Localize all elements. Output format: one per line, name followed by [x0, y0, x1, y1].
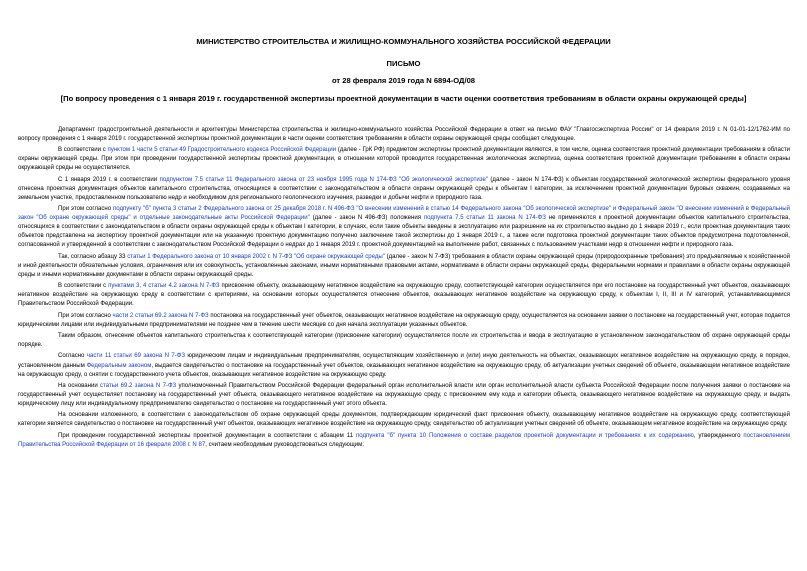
paragraph-text: не применяются к проектной документации объектов капитального строительства, относящихся в соответствии с законодательством в области охраны окружающей среды к объектам I категории, в случаях, если такие объекты введены в эксплуатацию или разрешение на их строительство выдано до 1 января 2019 г., если проектная документация таких объектов представлена на экспертизу проектной документации или на указанную проектную документацию получено заключение такой экспертизы до 1 января 2019 г., а также если подготовка проектной документации таких объектов предусмотрена подготовленной, согласованной и утвержденной в соответствии с законодательством Российской Федерации о недрах до 1 января 2019 г. проектной документацией на выполнение работ, связанных с пользованием участками недр в отношении нефти и природного газа.	[18, 215, 790, 249]
paragraph-text: уполномоченный Правительством Российской Федерации федеральный орган исполнительной власти или орган исполнительной власти субъекта Российской Федерации после получения заявки о постановке на государственный учет осуществляет постановку на государственный учет объекта, оказывающего негативное воздействие на окружающую среду, с присвоением ему кода и категории объекта, оказывающего негативное воздействие на окружающую среду, и выдать юридическому лицу или индивидуальному предпринимателю свидетельство о постановке на государственный учет этого объекта.	[18, 382, 790, 407]
body-paragraph	[18, 382, 790, 409]
paragraph-text: В соответствии с	[58, 283, 109, 290]
paragraph-text: , считаем необходимым руководствоваться следующим:	[205, 441, 365, 448]
document-body	[18, 126, 790, 452]
paragraph-text: Департамент градостроительной деятельности и архитектуры Министерства строительства и жилищно-коммунального хозяйства Российской Федерации в ответ на письмо ФАУ "Главгосэкспертиза России" от 14 февраля 2019 г. N 01-01-12/1762-ИМ по вопросу проведения с 1 января 2019 г. государственной экспертизы проектной документации в части оценки соответствия требованиям в области охраны окружающей среды сообщает следующее.	[18, 127, 790, 143]
paragraph-text: В соответствии с	[58, 147, 108, 154]
legal-reference-link[interactable]: подпункту "б" пункта 3 статьи 2 Федерального закона от 25 декабря 2018 г. N 496-ФЗ "О внесении изменений в статью 14 Федерального закона "Об экологической экспертизе" и Федеральный закон "О внесении изменений в Федеральный закон "Об охране окружающей среды" и отдельные законодательные акты Российской Федерации"	[18, 206, 790, 222]
paragraph-text: (далее - ГрК РФ) предметом экспертизы проектной документации являются, в том числе, оценка соответствия проектной документации требованиям в области охраны окружающей среды. При этом при проведении государственной экспертизы проектной документации, в отношении которой проводится государственная экологическая экспертиза, оценка соответствия проектной документации требованиям в области охраны окружающей среды не осуществляется.	[18, 147, 790, 172]
legal-reference-link[interactable]: подпунктом 7.5 статьи 11 Федерального закона от 23 ноября 1995 года N 174-ФЗ "Об экологической экспертизе"	[159, 176, 488, 183]
paragraph-text: На основании	[58, 382, 101, 389]
legal-reference-link[interactable]: Федеральным законом	[86, 362, 152, 369]
body-paragraph	[18, 312, 790, 330]
ministry-title: МИНИСТЕРСТВО СТРОИТЕЛЬСТВА И ЖИЛИЩНО-КОММУНАЛЬНОГО ХОЗЯЙСТВА РОССИЙСКОЙ ФЕДЕРАЦИИ	[196, 37, 611, 46]
document-date-number: от 28 февраля 2019 года N 6894-ОД/08	[331, 76, 476, 85]
paragraph-text: (далее - закон N 496-ФЗ) положения	[309, 215, 424, 222]
body-paragraph	[18, 282, 790, 309]
paragraph-text: При проведении государственной экспертизы проектной документации в соответствии с абзацем 11	[58, 432, 356, 439]
paragraph-text: С 1 января 2019 г. в соответствии	[58, 176, 160, 183]
body-paragraph	[18, 146, 790, 173]
paragraph-text: (далее - закон N 174-ФЗ) к объектам государственной экологической экспертизы федерального уровня отнесена проектная документация объектов капитального строительства, относящихся в соответствии с законодательством в области охраны окружающей среды к объектам I категории, за исключением проектной документации буровых скважин, создаваемых на земельном участке, предоставленном пользователю недр и необходимом для регионального геологического изучения, разведки и добычи нефти и природного газа.	[18, 176, 790, 201]
legal-reference-link[interactable]: пунктом 1 части 5 статьи 49 Градостроительного кодекса Российской Федерации	[107, 147, 337, 154]
legal-reference-link[interactable]: подпункта "б" пункта 10 Положения о составе разделов проектной документации и требованиях к их содержанию	[355, 432, 694, 439]
body-paragraph	[18, 205, 790, 250]
paragraph-text: присвоение объекту, оказывающему негативное воздействие на окружающую среду, соответствующей категории осуществляется при его постановке на государственный учет объектов, оказывающих негативное воздействие на окружающую среду в соответствии с критериями, на основании которых осуществляется отнесение объектов, оказывающих негативное воздействие на окружающую среду, к объектам I, II, III и IV категорий, устанавливающимися Правительством Российской Федерации.	[18, 283, 790, 308]
body-paragraph	[18, 432, 790, 450]
legal-reference-link[interactable]: постановлением Правительства Российской Федерации от 16 февраля 2008 г. N 87	[18, 432, 791, 448]
body-paragraph	[18, 352, 790, 379]
legal-reference-link[interactable]: статьи 69.2 закона N 7-ФЗ	[100, 382, 177, 389]
body-paragraph	[18, 332, 790, 350]
body-paragraph	[18, 176, 790, 203]
paragraph-text: Согласно	[58, 353, 87, 360]
body-paragraph	[18, 253, 790, 280]
paragraph-text: При этом согласно	[58, 312, 113, 319]
paragraph-text: постановка на государственный учет объектов, оказывающих негативное воздействие на окружающую среду, осуществляется на основании заявки о постановке на государственный учет, которая подается юридическими лицами или индивидуальными предпринимателями не позднее чем в течение шести месяцев со дня начала эксплуатации указанных объектов.	[18, 312, 790, 328]
paragraph-text: На основании изложенного, в соответствии с законодательством об охране окружающей среды документом, подтверждающим юридический факт присвоения объекту, оказывающему негативное воздействие на окружающую среду, соответствующей категории является свидетельство о постановке на государственный учет объектов, оказывающих негативное воздействие на окружающую среду, свидетельство об актуализации учетных сведений об объекте, оказывающем негативное воздействие на окружающую среду.	[18, 412, 790, 428]
paragraph-text: , утвержденного	[693, 432, 744, 439]
legal-reference-link[interactable]: пунктами 3, 4 статьи 4.2 закона N 7-ФЗ	[108, 283, 220, 290]
legal-reference-link[interactable]: части 2 статьи 69.2 закона N 7-ФЗ	[112, 312, 209, 319]
paragraph-text: (далее - закон N 7-ФЗ) требования в области охраны окружающей среды (природоохранные требования) это предъявляемые к хозяйственной и иной деятельности обязательные условия, ограничения или их совокупность, установленные законами, иными нормативными правовыми актами, нормативами в области охраны окружающей среды, федеральными нормами и правилами в области охраны окружающей среды и иными нормативными документами в области охраны окружающей среды.	[18, 253, 790, 278]
body-paragraph	[18, 126, 790, 144]
legal-reference-link[interactable]: статьи 1 Федерального закона от 10 января 2002 г. N 7-ФЗ "Об охране окружающей среды"	[127, 253, 385, 260]
body-paragraph	[18, 411, 790, 429]
paragraph-text: Так, согласно абзацу 33	[58, 253, 128, 260]
paragraph-text: , выдается свидетельство о постановке на государственный учет объектов, оказывающих негативное воздействие на окружающую среду, об актуализации учетных сведений об объекте, оказывающем негативное воздействие на окружающую среду, о снятии с государственного учета объектов, оказывающих негативное воздействие на окружающую среду.	[18, 362, 790, 378]
legal-reference-link[interactable]: подпункта 7.5 статьи 11 закона N 174-ФЗ	[423, 215, 546, 222]
paragraph-text: Таким образом, отнесение объектов капитального строительства к соответствующей категории (присвоение категории) осуществляется после их строительства и ввода в эксплуатацию в установленном законодательством об охране окружающей среды порядке.	[18, 333, 790, 349]
legal-reference-link[interactable]: части 11 статьи 69 закона N 7-ФЗ	[86, 353, 186, 360]
paragraph-text: При этом согласно	[58, 206, 113, 213]
document-subject: [По вопросу проведения с 1 января 2019 г. государственной экспертизы проектной документации в части оценки соответствия требованиям в области охраны окружающей среды]	[60, 94, 747, 103]
document-type: ПИСЬМО	[386, 59, 421, 68]
paragraph-text: юридическим лицам и индивидуальным предпринимателям, осуществляющим хозяйственную и (или) иную деятельность на объектах, оказывающих негативное воздействие на окружающую среду, в порядке, установленном данным	[18, 353, 790, 369]
